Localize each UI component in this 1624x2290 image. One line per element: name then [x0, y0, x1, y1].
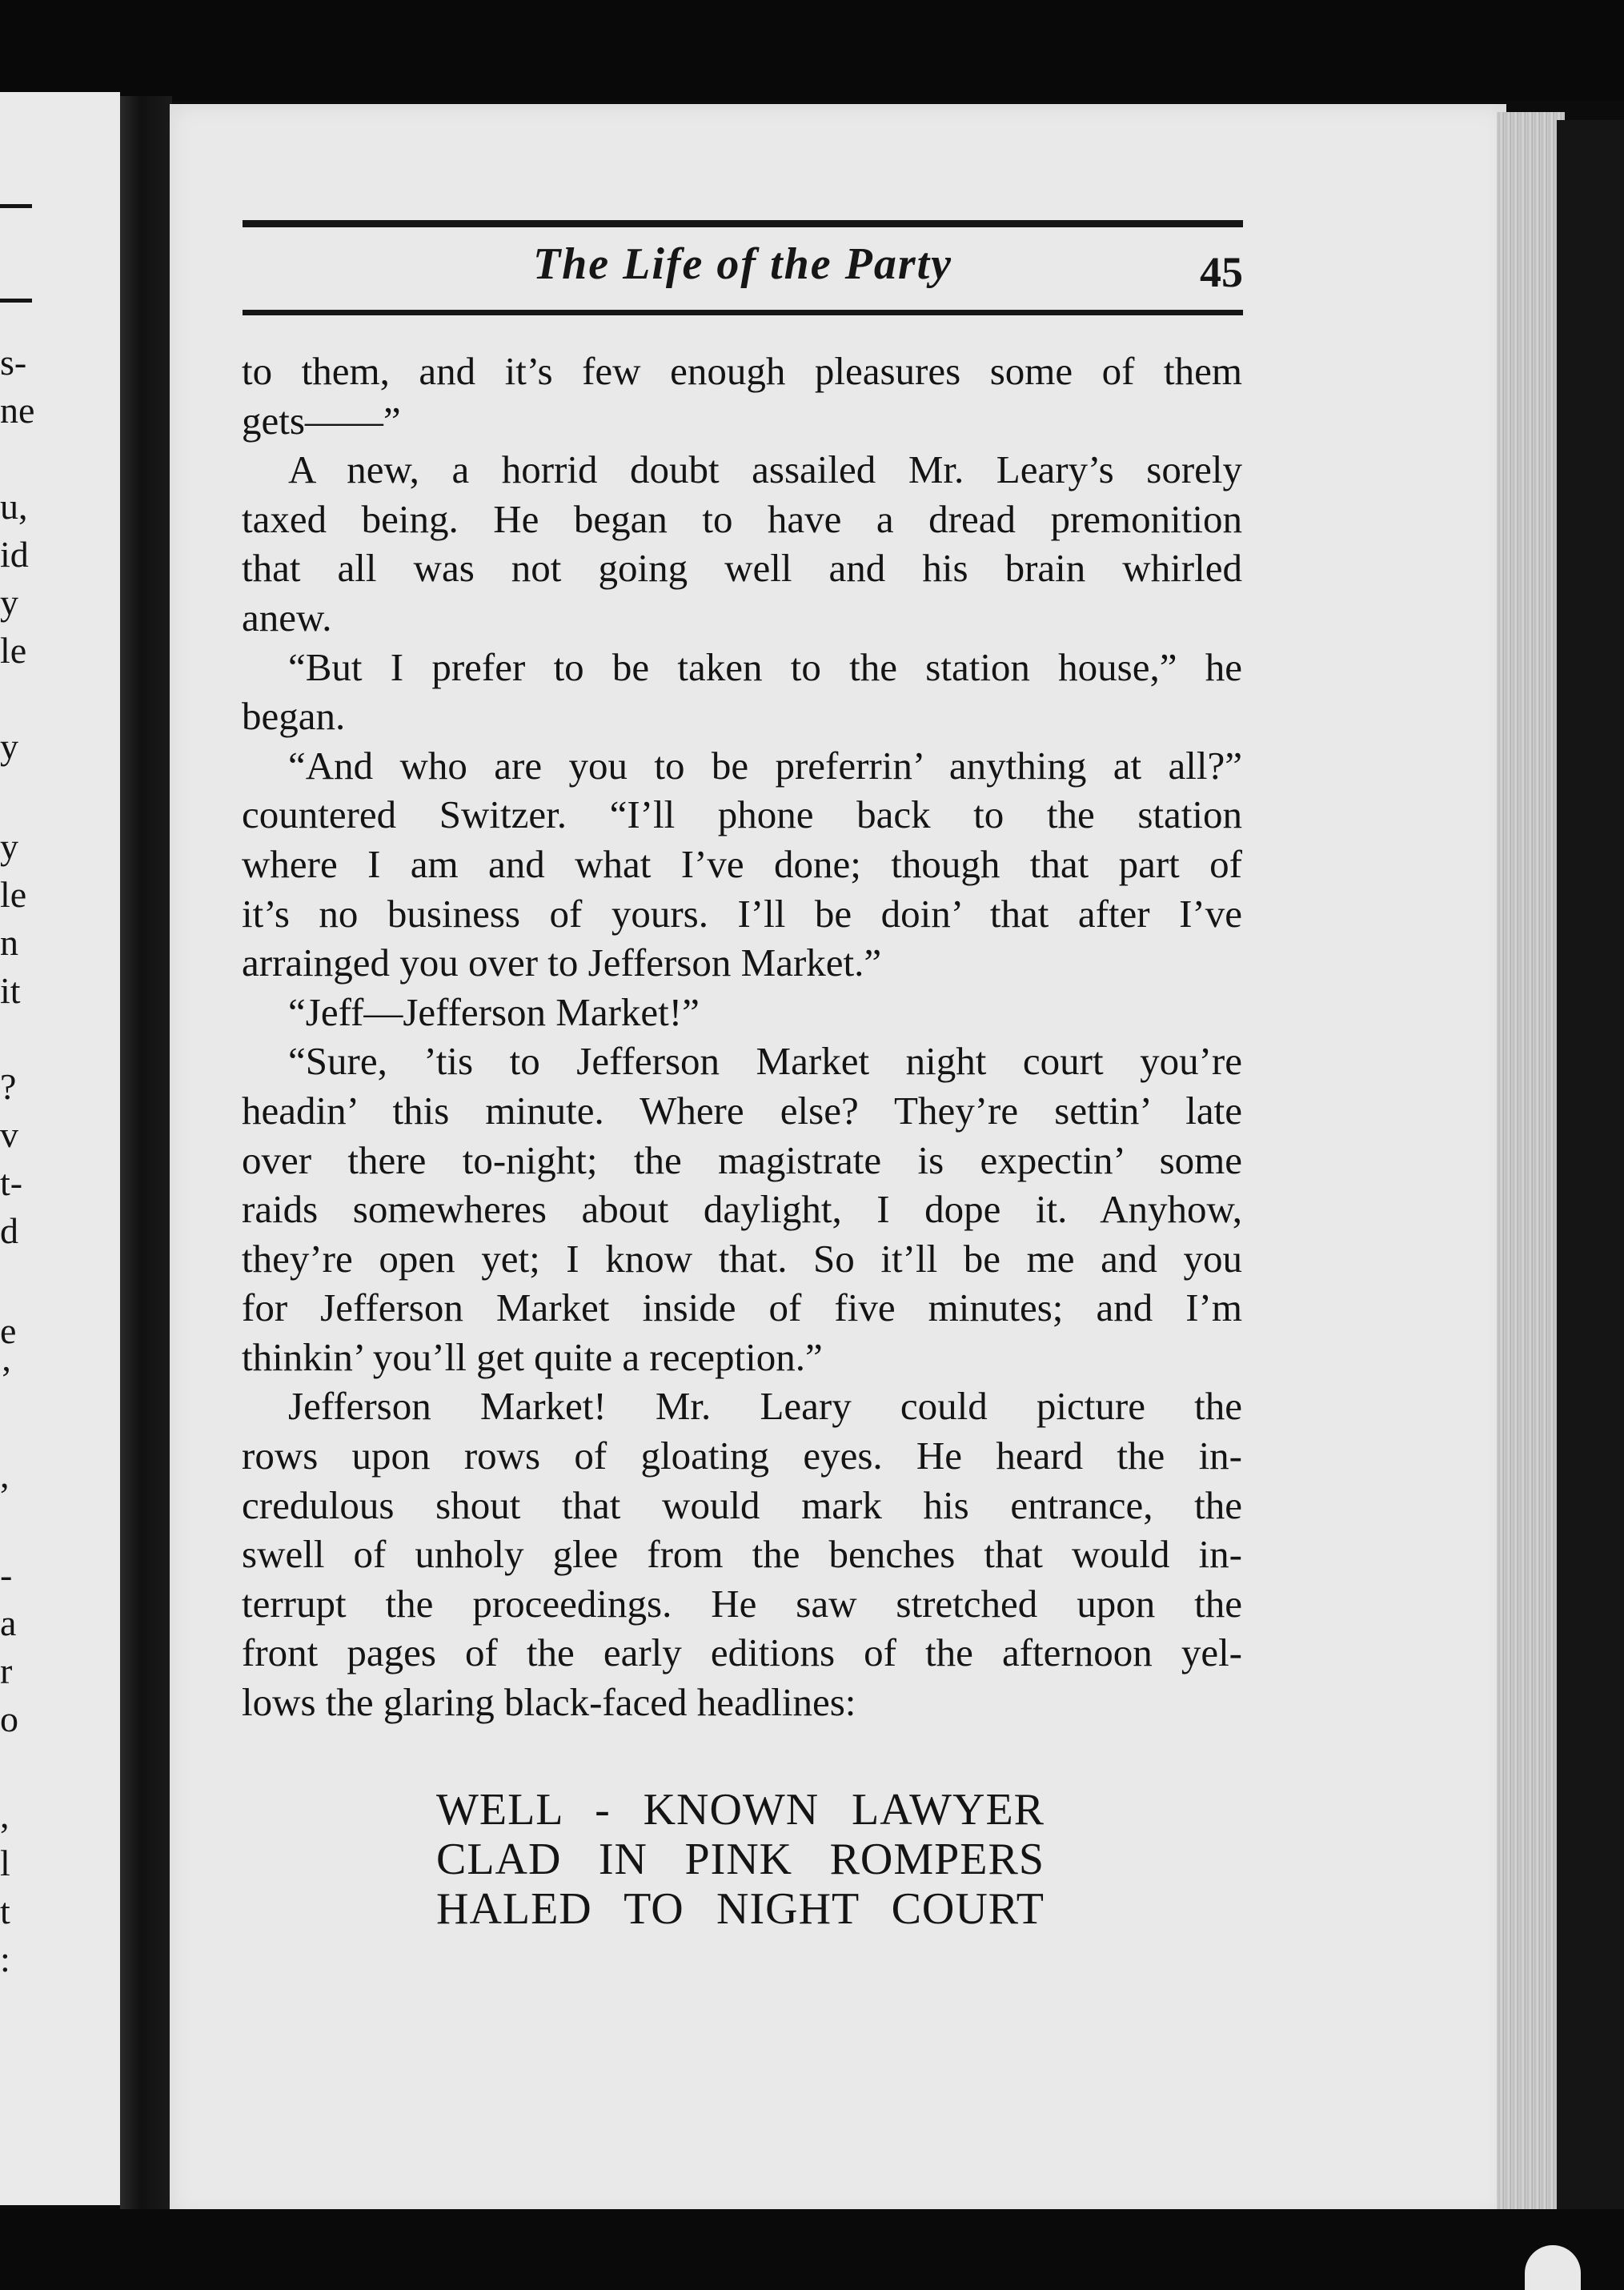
book-gutter — [120, 96, 172, 2209]
text-line: thinkin’ you’ll get quite a reception.” — [242, 1334, 823, 1379]
text-line: “And who are you to be preferrin’ anything at all?” — [288, 743, 1242, 788]
text-line: over there to-night; the magistrate is expectin’ some — [242, 1137, 1242, 1182]
headline-line: CLAD IN PINK ROMPERS — [436, 1835, 1045, 1884]
text-line: began. — [242, 694, 346, 739]
text-line: rows upon rows of gloating eyes. He heard the in- — [242, 1434, 1242, 1478]
text-line: swell of unholy glee from the benches that would in- — [242, 1532, 1242, 1577]
left-page-fragment: - — [0, 1554, 13, 1595]
newspaper-headline — [436, 1785, 1045, 1934]
left-page-fragment: n — [0, 922, 18, 963]
left-page-fragment: d — [0, 1210, 18, 1251]
text-line: where I am and what I’ve done; though that part of — [242, 841, 1242, 886]
left-page-fragment: v — [0, 1114, 18, 1155]
left-page-fragment: id — [0, 534, 29, 575]
left-page-fragment: ’ — [0, 1358, 13, 1399]
text-line: terrupt the proceedings. He saw stretched upon the — [242, 1581, 1242, 1626]
text-line: “But I prefer to be taken to the station house,” he — [288, 644, 1242, 689]
left-page-fragment: y — [0, 582, 18, 623]
left-page-fragment: r — [0, 1650, 13, 1691]
scan-top-border — [0, 0, 1624, 100]
text-line: for Jefferson Market inside of five minutes; and I’m — [242, 1285, 1242, 1330]
text-line: lows the glaring black-faced headlines: — [242, 1680, 856, 1725]
text-line: Jefferson Market! Mr. Leary could picture the — [288, 1384, 1242, 1429]
left-page-fragment: le — [0, 630, 27, 671]
text-line: front pages of the early editions of the afternoon yel- — [242, 1630, 1242, 1675]
text-line: to them, and it’s few enough pleasures some of them — [242, 349, 1242, 393]
left-page-fragment: l — [0, 1843, 10, 1883]
left-page-fragment: y — [0, 726, 18, 767]
book-cover-edge — [1557, 120, 1624, 2290]
left-page-rule — [0, 204, 32, 208]
page-number: 45 — [1200, 248, 1243, 296]
left-page-fragment: t- — [0, 1162, 23, 1203]
facing-page-left — [0, 92, 120, 2205]
text-line: A new, a horrid doubt assailed Mr. Leary’s sorely — [288, 447, 1242, 492]
left-page-fragment: ne — [0, 390, 35, 431]
text-line: “Jeff—Jefferson Market!” — [288, 989, 700, 1034]
left-page-fragment: t — [0, 1891, 10, 1931]
text-line: that all was not going well and his brain whirled — [242, 546, 1242, 591]
left-page-fragment: s- — [0, 342, 27, 383]
text-line: it’s no business of yours. I’ll be doin’ that after I’ve — [242, 891, 1242, 936]
body-text — [242, 347, 1242, 1727]
text-line: raids somewheres about daylight, I dope it. Anyhow, — [242, 1187, 1242, 1232]
left-page-fragment: a — [0, 1602, 17, 1643]
text-line: headin’ this minute. Where else? They’re settin’ late — [242, 1088, 1242, 1133]
text-line: they’re open yet; I know that. So it’ll be me and you — [242, 1236, 1242, 1281]
headline-line: HALED TO NIGHT COURT — [436, 1884, 1045, 1934]
left-page-fragment: , — [0, 1795, 10, 1835]
text-line: gets——” — [242, 398, 401, 443]
text-line: taxed being. He began to have a dread premonition — [242, 496, 1242, 541]
left-page-fragment: it — [0, 970, 21, 1011]
left-page-fragment: y — [0, 826, 18, 867]
text-line: anew. — [242, 595, 332, 640]
text-line: credulous shout that would mark his entrance, the — [242, 1482, 1242, 1527]
text-line: arrainged you over to Jefferson Market.” — [242, 940, 882, 985]
left-page-fragment: o — [0, 1698, 18, 1739]
page-edges — [1497, 112, 1565, 2209]
left-page-fragment: le — [0, 874, 27, 915]
scan-bottom-border — [0, 2209, 1624, 2290]
headline-line: WELL - KNOWN LAWYER — [436, 1785, 1045, 1835]
left-page-fragment: ? — [0, 1066, 17, 1107]
running-title: The Life of the Party — [532, 239, 953, 289]
left-page-fragment: e — [0, 1310, 17, 1351]
header-rule-bottom — [243, 310, 1243, 315]
text-line: “Sure, ’tis to Jefferson Market night court you’re — [288, 1039, 1242, 1084]
text-line: countered Switzer. “I’ll phone back to the station — [242, 792, 1242, 837]
left-page-fragment: u, — [0, 486, 28, 527]
left-page-fragment: , — [0, 1454, 10, 1495]
left-page-rule — [0, 299, 32, 303]
header-rule-top — [243, 220, 1243, 227]
left-page-fragment: : — [0, 1939, 10, 1979]
